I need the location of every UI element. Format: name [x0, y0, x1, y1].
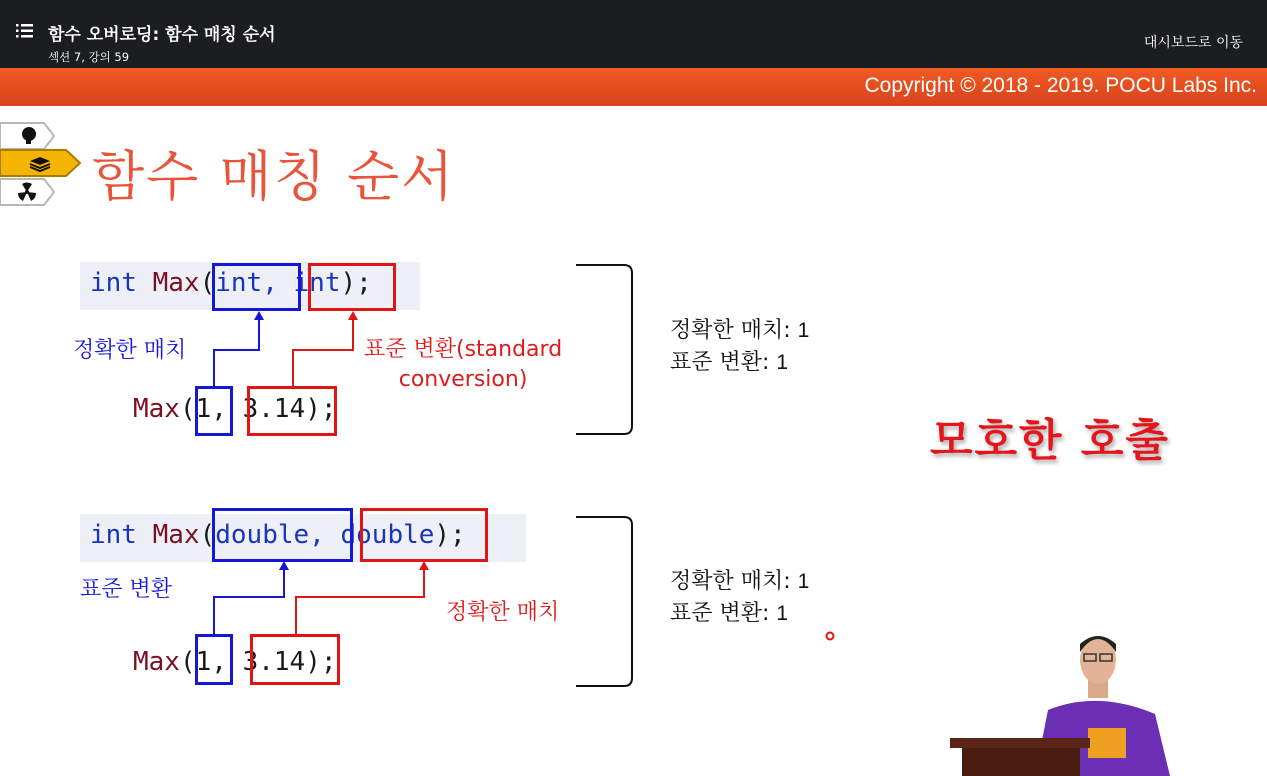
- presenter-video: [950, 628, 1180, 776]
- call-1: Max(1, 3.14);: [133, 394, 337, 424]
- call-2: Max(1, 3.14);: [133, 647, 337, 677]
- course-subtitle: 섹션 7, 강의 59: [48, 50, 130, 64]
- course-title: 함수 오버로딩: 함수 매칭 순서: [48, 25, 276, 45]
- param1-highlight-box: [212, 263, 301, 311]
- param2-highlight-box-2: [360, 508, 488, 562]
- standard-conversion-label-1: 표준 변환(standard conversion): [364, 337, 563, 392]
- arg2-highlight-box-2: [250, 634, 340, 685]
- param2-highlight-box: [308, 263, 396, 311]
- copyright-text: Copyright © 2018 - 2019. POCU Labs Inc.: [864, 74, 1257, 97]
- exact-match-label-2: 정확한 매치: [446, 600, 560, 625]
- param1-highlight-box-2: [212, 508, 353, 562]
- standard-conversion-label-2: 표준 변환: [80, 577, 173, 602]
- slide-title: 함수 매칭 순서: [92, 145, 456, 208]
- arg1-highlight-box-2: [195, 634, 233, 685]
- stats-1: 정확한 매치: 1 표준 변환: 1: [670, 318, 810, 375]
- exact-match-label-1: 정확한 매치: [73, 338, 187, 363]
- arg1-highlight-box: [195, 386, 233, 436]
- arg2-highlight-box: [247, 386, 337, 436]
- go-to-dashboard-link[interactable]: 대시보드로 이동: [1143, 35, 1243, 51]
- declaration-2: int Max(double, double);: [90, 520, 466, 550]
- stats-2: 정확한 매치: 1 표준 변환: 1: [670, 569, 810, 626]
- ambiguous-call-label: 모호한 호출: [930, 415, 1170, 466]
- declaration-1: int Max(int, int);: [90, 268, 372, 298]
